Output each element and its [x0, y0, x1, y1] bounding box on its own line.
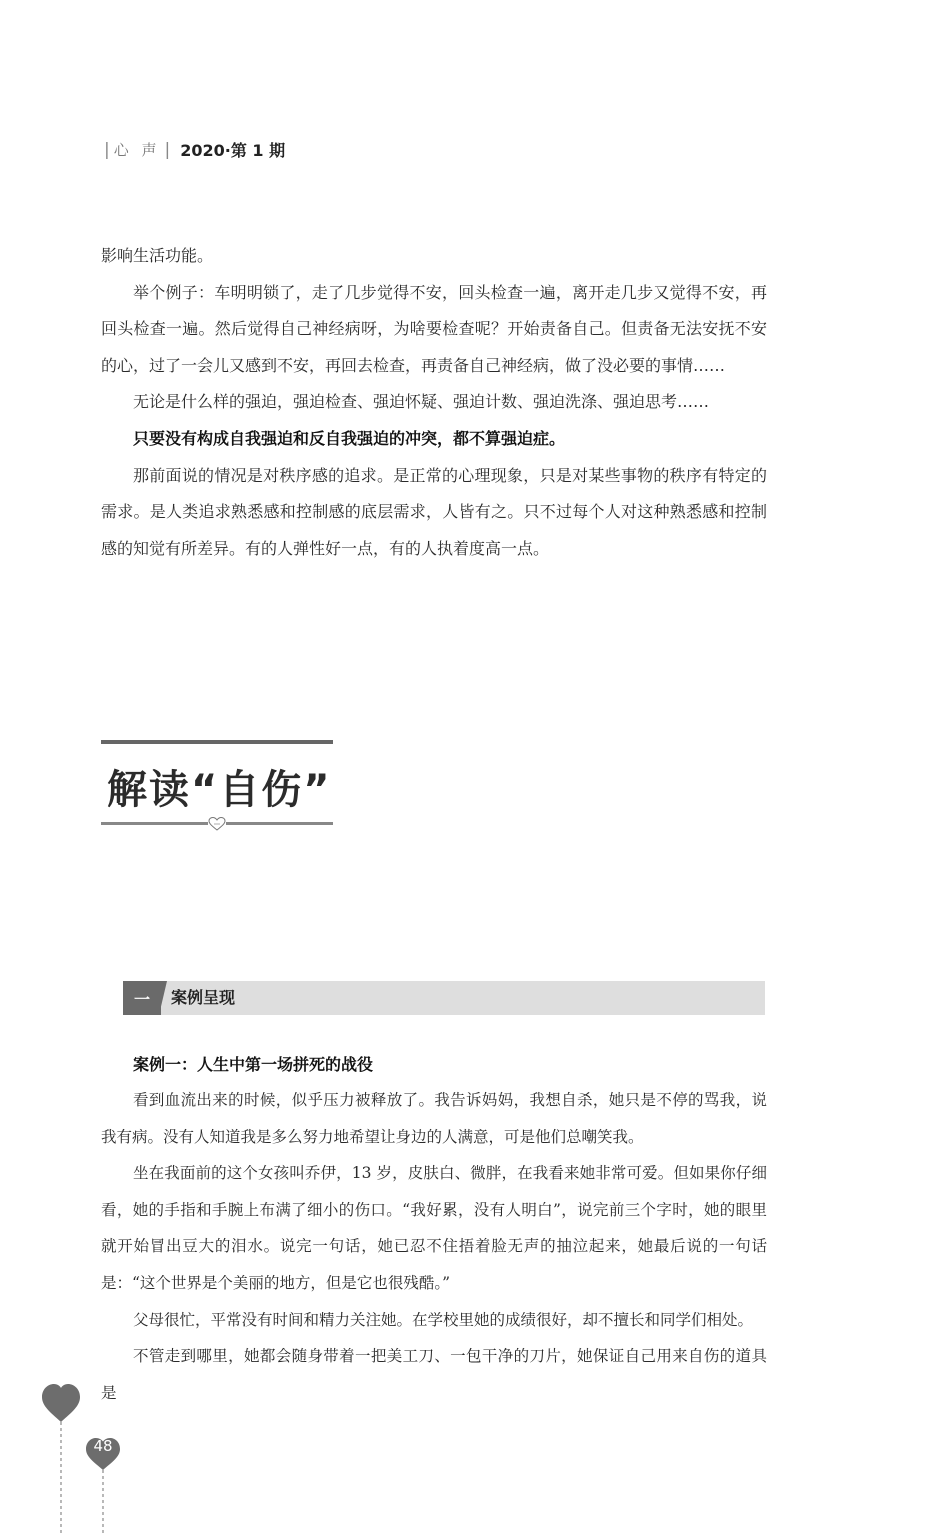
case-text [101, 1082, 767, 1411]
article-title: 解读“自伤” [107, 767, 332, 813]
section-title: 案例呈现 [171, 988, 236, 1007]
paragraph: 无论是什么样的强迫，强迫检查、强迫怀疑、强迫计数、强迫洗涤、强迫思考…… [133, 392, 710, 412]
section-heading-bar [123, 981, 765, 1015]
page-number: 48 [93, 1437, 113, 1455]
case-title: 案例一：人生中第一场拼死的战役 [133, 1055, 374, 1074]
paragraph: 影响生活功能。 [101, 246, 214, 265]
paragraph: 举个例子：车明明锁了，走了几步觉得不安，回头检查一遍，离开走几步又觉得不安，再回头检查一遍。然后觉得自己神经病呀，为啥要检查呢？开始责备自己。但责备无法安抚不安的心，过了一会儿又感到不安，再回去检查，再责备自己神经病，做了没必要的事情…… [101, 282, 767, 375]
header-divider: | [164, 139, 171, 160]
paragraph: 坐在我面前的这个女孩叫乔伊，13 岁，皮肤白、微胖，在我看来她非常可爱。但如果你仔细看，她的手指和手腕上布满了细小的伤口。“我好累，没有人明白”，说完前三个字时，她的眼里就开始冒出豆大的泪水。说完一句话，她已忍不住捂着脸无声的抽泣起来，她最后说的一句话是：“这个世界是个美丽的地方，但是它也很残酷。” [101, 1164, 767, 1292]
paragraph: 看到血流出来的时候，似乎压力被释放了。我告诉妈妈，我想自杀，她只是不停的骂我，说我有病。没有人知道我是多么努力地希望让身边的人满意，可是他们总嘲笑我。 [101, 1091, 767, 1146]
journal-name: 心 声 [113, 141, 161, 159]
bold-statement: 只要没有构成自我强迫和反自我强迫的冲突，都不算强迫症。 [133, 428, 566, 448]
section-number: 一 [123, 981, 161, 1015]
issue-label: 2020·第 1 期 [180, 141, 286, 160]
running-header [100, 138, 285, 161]
title-top-rule [101, 740, 333, 744]
section-slant-decoration [159, 981, 167, 1015]
paragraph: 父母很忙，平常没有时间和精力关注她。在学校里她的成绩很好，却不擅长和同学们相处。 [133, 1310, 754, 1329]
paragraph: 不管走到哪里，她都会随身带着一把美工刀、一包干净的刀片，她保证自己用来自伤的道具是 [101, 1347, 767, 1402]
intro-text [101, 238, 767, 567]
article-title-block [101, 740, 333, 835]
paragraph: 那前面说的情况是对秩序感的追求。是正常的心理现象，只是对某些事物的秩序有特定的需求。是人类追求熟悉感和控制感的底层需求，人皆有之。只不过每个人对这种熟悉感和控制感的知觉有所差异。有的人弹性好一点，有的人执着度高一点。 [101, 465, 767, 558]
header-divider: | [104, 139, 110, 160]
heart-outline-icon [208, 816, 226, 832]
large-heart-icon [42, 1384, 80, 1422]
heart-page-decoration [40, 1380, 130, 1535]
